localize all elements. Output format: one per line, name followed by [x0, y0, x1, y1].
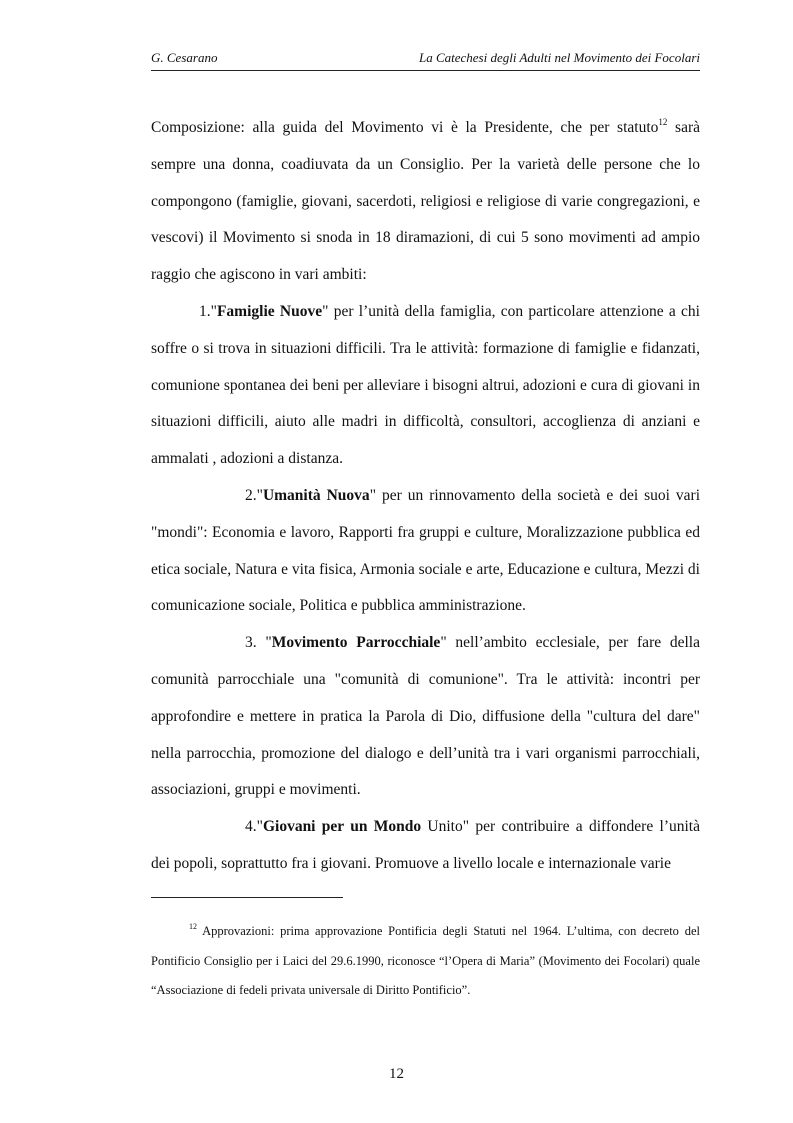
body-text	[151, 110, 700, 883]
item-prefix: 3. "	[245, 634, 272, 652]
item-title: Famiglie Nuove	[216, 302, 323, 320]
header-rule	[151, 70, 700, 71]
item-text: Unito" per contribuire a diffondere l’unità dei popoli, soprattutto fra i giovani. Promuove a livello locale e internazionale varie	[151, 818, 700, 872]
footnote-rule	[151, 897, 343, 898]
footnote-reference[interactable]: 12	[658, 117, 668, 127]
footnote-number: 12	[189, 922, 197, 931]
item-title: Movimento Parrocchiale	[271, 634, 441, 652]
item-prefix: 4."	[245, 818, 263, 836]
footnote	[151, 917, 700, 1006]
item-prefix: 1."	[199, 302, 217, 320]
paragraph-text: Composizione: alla guida del Movimento vi è la Presidente, che per statuto	[151, 119, 659, 136]
header-author: G. Cesarano	[151, 50, 218, 65]
list-item-giovani-mondo-unito	[151, 809, 700, 883]
page-number: 12	[389, 1066, 404, 1082]
list-item-famiglie-nuove	[151, 294, 700, 478]
list-item-umanita-nuova	[151, 478, 700, 625]
item-title: Giovani per un Mondo	[262, 818, 422, 836]
header-title: La Catechesi degli Adulti nel Movimento dei Focolari	[418, 50, 700, 65]
item-prefix: 2."	[245, 486, 263, 504]
item-text: " per l’unità della famiglia, con particolare attenzione a chi soffre o si trova in situazioni difficili. Tra le attività: formazione di famiglie e fidanzati, comunione spontanea dei beni per alleviare i bisogni altrui, adozioni e cura di giovani in situazioni difficili, aiuto alle madri in difficoltà, consultori, accoglienza di anziani e ammalati , adozioni a distanza.	[151, 302, 700, 468]
list-item-movimento-parrocchiale	[151, 625, 700, 809]
running-header	[151, 50, 700, 70]
item-title: Umanità Nuova	[262, 486, 370, 504]
paragraph-text: sarà sempre una donna, coadiuvata da un Consiglio. Per la varietà delle persone che lo compongono (famiglie, giovani, sacerdoti, religiosi e religiose di varie congregazioni, e vescovi) il Movimento si snoda in 18 diramazioni, di cui 5 sono movimenti ad ampio raggio che agiscono in vari ambiti:	[151, 119, 701, 284]
paragraph-composition	[151, 110, 700, 294]
footnote-text: Approvazioni: prima approvazione Pontificia degli Statuti nel 1964. L’ultima, con decreto del Pontificio Consiglio per i Laici del 29.6.1990, riconosce “l’Opera di Maria” (Movimento dei Focolari) quale “Associazione di fedeli privata universale di Diritto Pontificio”.	[151, 924, 700, 997]
item-text: " per un rinnovamento della società e dei suoi vari "mondi": Economia e lavoro, Rapporti fra gruppi e culture, Moralizzazione pubblica ed etica sociale, Natura e vita fisica, Armonia sociale e arte, Educazione e cultura, Mezzi di comunicazione sociale, Politica e pubblica amministrazione.	[151, 486, 700, 615]
item-text: " nell’ambito ecclesiale, per fare della comunità parrocchiale una "comunità di comunione". Tra le attività: incontri per approfondire e mettere in pratica la Parola di Dio, diffusione della "cultura del dare" nella parrocchia, promozione del dialogo e dell’unità tra i vari organismi parrocchiali, associazioni, gruppi e movimenti.	[151, 634, 700, 799]
